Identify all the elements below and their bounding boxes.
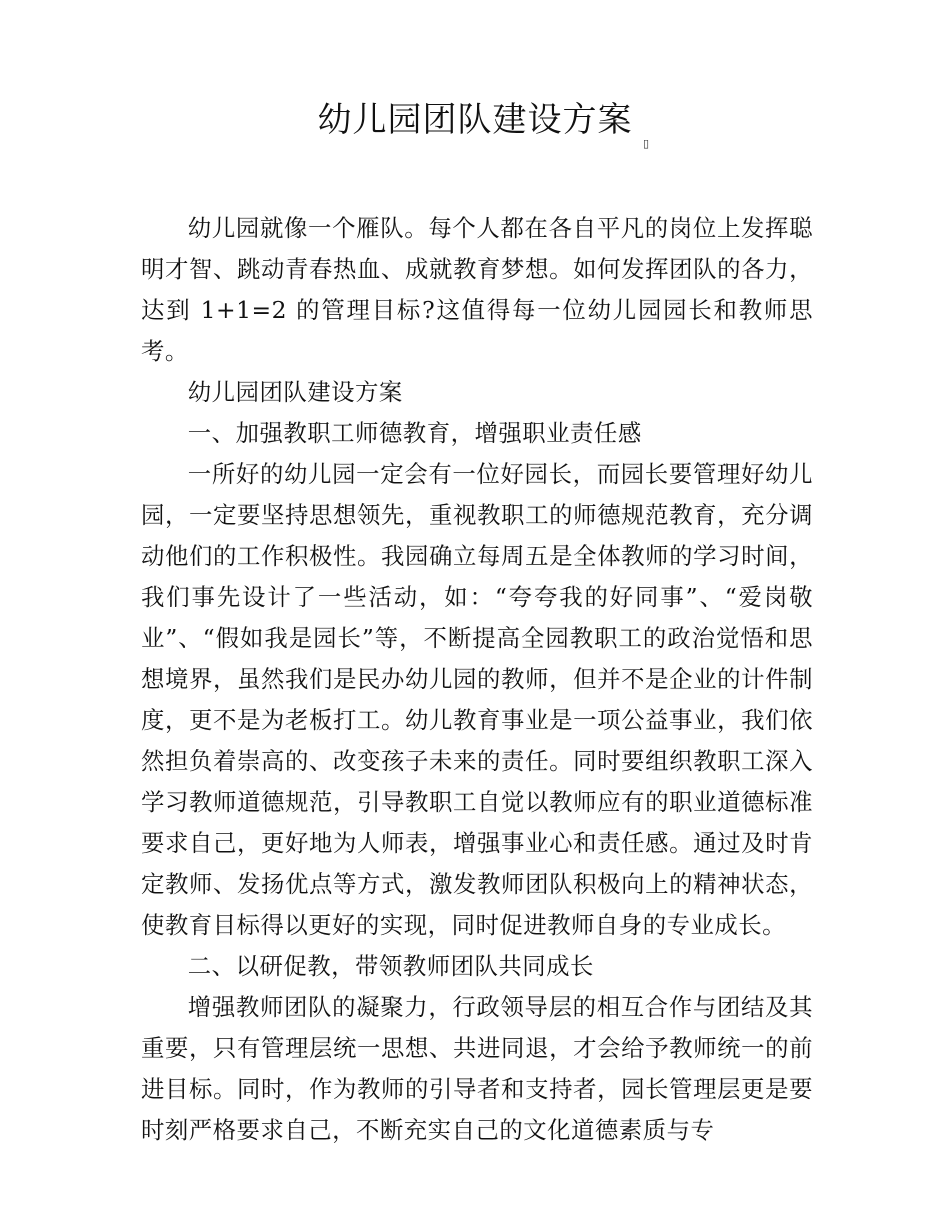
section-heading-1: 一、加强教职工师德教育，增强职业责任感 — [187, 419, 642, 447]
section-heading-2: 二、以研促教，带领教师团队共同成长 — [187, 952, 594, 980]
document-body — [141, 208, 813, 1151]
paragraph-section-2: 增强教师团队的凝聚力，行政领导层的相互合作与团结及其重要，只有管理层统一思想、共进同退，才会给予教师统一的前进目标。同时，作为教师的引导者和支持者，园长管理层更是要时刻严格要求自己，不断充实自己的文化道德素质与专 — [141, 993, 813, 1144]
paragraph-intro: 幼儿园就像一个雁队。每个人都在各自平凡的岗位上发挥聪明才智、跳动青春热血、成就教育梦想。如何发挥团队的各力，达到 1+1=2 的管理目标?这值得每一位幼儿园园长和教师思考。 — [141, 214, 813, 365]
document-title: 幼儿园团队建设方案 — [317, 100, 633, 140]
title-footnote-mark: ▯ — [643, 137, 650, 150]
paragraph-section-1: 一所好的幼儿园一定会有一位好园长，而园长要管理好幼儿园，一定要坚持思想领先，重视教职工的师德规范教育，充分调动他们的工作积极性。我园确立每周五是全体教师的学习时间，我们事先设计了一些活动，如：“夸夸我的好同事”、“爱岗敬业”、“假如我是园长”等，不断提高全园教职工的政治觉悟和思想境界，虽然我们是民办幼儿园的教师，但并不是企业的计件制度，更不是为老板打工。幼儿教育事业是一项公益事业，我们依然担负着崇高的、改变孩子未来的责任。同时要组织教职工深入学习教师道德规范，引导教职工自觉以教师应有的职业道德标准要求自己，更好地为人师表，增强事业心和责任感。通过及时肯定教师、发扬优点等方式，激发教师团队积极向上的精神状态，使教育目标得以更好的实现，同时促进教师自身的专业成长。 — [141, 460, 813, 939]
paragraph-subtitle: 幼儿园团队建设方案 — [187, 378, 403, 406]
